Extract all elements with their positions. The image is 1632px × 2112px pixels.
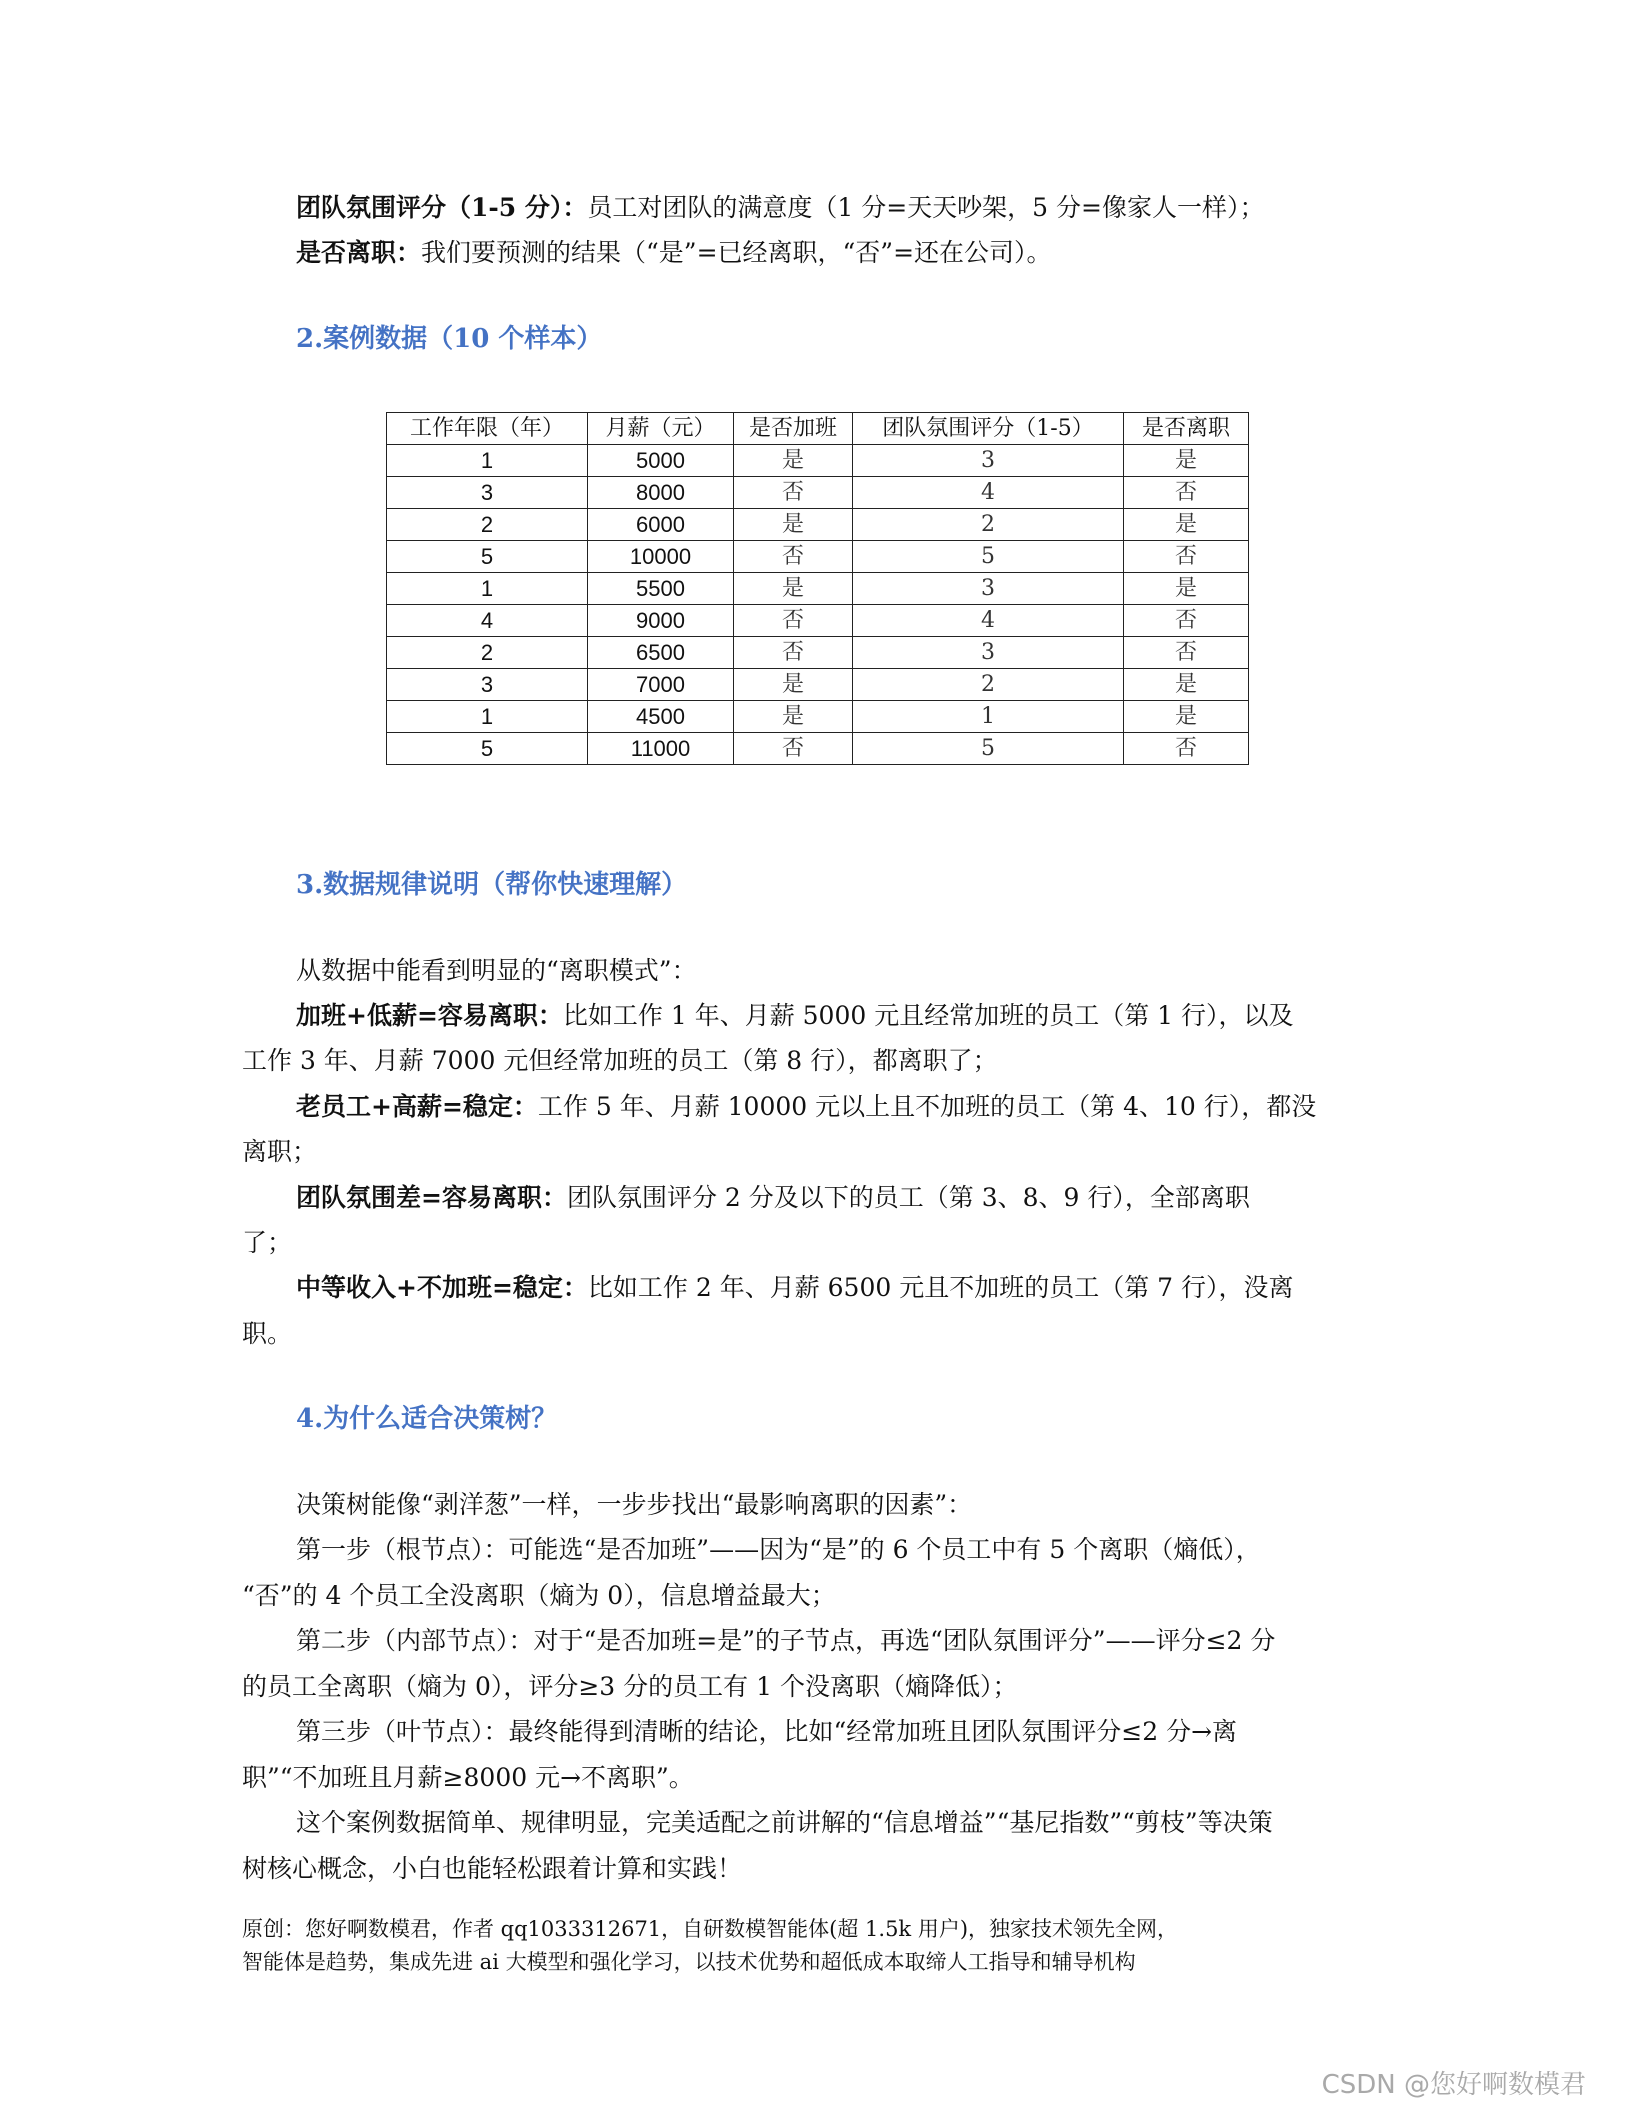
cell-years: 2	[387, 509, 588, 541]
table-header-row	[387, 413, 1249, 445]
cell-overtime: 否	[734, 605, 853, 637]
header-resigned: 是否离职	[1124, 413, 1249, 445]
section-4-line-7: 职”“不加班且月薪≥8000 元→不离职”。	[242, 1763, 694, 1792]
cell-salary: 4500	[588, 701, 734, 733]
cell-resigned: 是	[1124, 445, 1249, 477]
sample-data-table	[386, 412, 1249, 765]
table-row	[387, 509, 1249, 541]
cell-salary: 10000	[588, 541, 734, 573]
cell-overtime: 是	[734, 701, 853, 733]
section-4-line-2: 第一步（根节点）：可能选“是否加班”——因为“是”的 6 个员工中有 5 个离职（熵低），	[296, 1535, 1261, 1564]
csdn-watermark: CSDN @您好啊数模君	[1321, 2070, 1586, 2100]
footer-line-2: 智能体是趋势，集成先进 ai 大模型和强化学习，以技术优势和超低成本取缔人工指导和辅导机构	[242, 1950, 1136, 1974]
cell-resigned: 是	[1124, 669, 1249, 701]
section-4-heading: 4.为什么适合决策树？	[296, 1404, 558, 1434]
header-years: 工作年限（年）	[387, 413, 588, 445]
cell-salary: 5000	[588, 445, 734, 477]
cell-years: 3	[387, 669, 588, 701]
cell-overtime: 否	[734, 637, 853, 669]
cell-resigned: 否	[1124, 733, 1249, 765]
section-4-line-4: 第二步（内部节点）：对于“是否加班=是”的子节点，再选“团队氛围评分”——评分≤2 分	[296, 1626, 1276, 1655]
pattern-2-term: 老员工+高薪=稳定：	[296, 1092, 538, 1121]
cell-atmosphere: 1	[853, 701, 1124, 733]
cell-resigned: 否	[1124, 541, 1249, 573]
intro-term-resign: 是否离职：	[296, 238, 422, 267]
cell-salary: 5500	[588, 573, 734, 605]
cell-years: 5	[387, 541, 588, 573]
cell-atmosphere: 2	[853, 509, 1124, 541]
cell-overtime: 是	[734, 573, 853, 605]
cell-atmosphere: 4	[853, 605, 1124, 637]
cell-resigned: 否	[1124, 637, 1249, 669]
pattern-1-line	[296, 999, 1294, 1033]
pattern-4-text: 比如工作 2 年、月薪 6500 元且不加班的员工（第 7 行），没离	[587, 1273, 1294, 1302]
intro-term-atmosphere: 团队氛围评分（1-5 分）：	[296, 193, 588, 222]
section-2-heading: 2.案例数据（10 个样本）	[296, 324, 603, 354]
cell-salary: 6000	[588, 509, 734, 541]
table-row	[387, 573, 1249, 605]
table-row	[387, 637, 1249, 669]
cell-years: 4	[387, 605, 588, 637]
intro-line-2	[296, 236, 1052, 270]
table-row	[387, 701, 1249, 733]
cell-salary: 9000	[588, 605, 734, 637]
cell-resigned: 是	[1124, 573, 1249, 605]
section-4-line-9: 树核心概念，小白也能轻松跟着计算和实践！	[242, 1854, 743, 1883]
pattern-3-text: 团队氛围评分 2 分及以下的员工（第 3、8、9 行），全部离职	[566, 1183, 1250, 1212]
cell-years: 1	[387, 573, 588, 605]
section-4-line-6: 第三步（叶节点）：最终能得到清晰的结论，比如“经常加班且团队氛围评分≤2 分→离	[296, 1717, 1238, 1746]
cell-atmosphere: 2	[853, 669, 1124, 701]
cell-overtime: 否	[734, 733, 853, 765]
table-row	[387, 669, 1249, 701]
pattern-4-term: 中等收入+不加班=稳定：	[296, 1273, 588, 1302]
cell-atmosphere: 5	[853, 733, 1124, 765]
cell-overtime: 否	[734, 477, 853, 509]
cell-resigned: 是	[1124, 509, 1249, 541]
intro-desc-resign: 我们要预测的结果（“是”=已经离职，“否”=还在公司）。	[421, 238, 1052, 267]
pattern-4-line	[296, 1271, 1294, 1305]
table-row	[387, 733, 1249, 765]
table-row	[387, 477, 1249, 509]
pattern-3-cont: 了；	[242, 1228, 293, 1257]
table-row	[387, 605, 1249, 637]
cell-resigned: 否	[1124, 477, 1249, 509]
header-overtime: 是否加班	[734, 413, 853, 445]
cell-overtime: 是	[734, 445, 853, 477]
section-4-line-3: “否”的 4 个员工全没离职（熵为 0），信息增益最大；	[242, 1581, 836, 1610]
cell-overtime: 是	[734, 509, 853, 541]
header-salary: 月薪（元）	[588, 413, 734, 445]
cell-salary: 8000	[588, 477, 734, 509]
cell-atmosphere: 5	[853, 541, 1124, 573]
pattern-2-text: 工作 5 年、月薪 10000 元以上且不加班的员工（第 4、10 行），都没	[537, 1092, 1317, 1121]
pattern-2-line	[296, 1090, 1316, 1124]
section-4-line-8: 这个案例数据简单、规律明显，完美适配之前讲解的“信息增益”“基尼指数”“剪枝”等决策	[296, 1808, 1273, 1837]
section-4-line-1: 决策树能像“剥洋葱”一样，一步步找出“最影响离职的因素”：	[296, 1490, 973, 1519]
cell-years: 3	[387, 477, 588, 509]
cell-atmosphere: 3	[853, 445, 1124, 477]
cell-overtime: 否	[734, 541, 853, 573]
cell-salary: 7000	[588, 669, 734, 701]
pattern-1-term: 加班+低薪=容易离职：	[296, 1001, 563, 1030]
cell-resigned: 是	[1124, 701, 1249, 733]
section-3-intro: 从数据中能看到明显的“离职模式”：	[296, 956, 697, 985]
pattern-1-cont: 工作 3 年、月薪 7000 元但经常加班的员工（第 8 行），都离职了；	[242, 1046, 998, 1075]
section-4-line-5: 的员工全离职（熵为 0），评分≥3 分的员工有 1 个没离职（熵降低）；	[242, 1672, 1018, 1701]
table-row	[387, 445, 1249, 477]
cell-salary: 6500	[588, 637, 734, 669]
intro-desc-atmosphere: 员工对团队的满意度（1 分=天天吵架，5 分=像家人一样）；	[587, 193, 1265, 222]
cell-years: 1	[387, 445, 588, 477]
cell-resigned: 否	[1124, 605, 1249, 637]
cell-years: 1	[387, 701, 588, 733]
cell-salary: 11000	[588, 733, 734, 765]
pattern-2-cont: 离职；	[242, 1137, 318, 1166]
table-row	[387, 541, 1249, 573]
pattern-3-term: 团队氛围差=容易离职：	[296, 1183, 567, 1212]
cell-years: 5	[387, 733, 588, 765]
intro-line-1	[296, 191, 1264, 225]
pattern-3-line	[296, 1181, 1250, 1215]
pattern-1-text: 比如工作 1 年、月薪 5000 元且经常加班的员工（第 1 行），以及	[562, 1001, 1294, 1030]
cell-atmosphere: 4	[853, 477, 1124, 509]
pattern-4-cont: 职。	[242, 1319, 293, 1348]
header-atmosphere: 团队氛围评分（1-5）	[853, 413, 1124, 445]
cell-atmosphere: 3	[853, 637, 1124, 669]
cell-overtime: 是	[734, 669, 853, 701]
section-3-heading: 3.数据规律说明（帮你快速理解）	[296, 870, 688, 900]
cell-years: 2	[387, 637, 588, 669]
footer-line-1: 原创：您好啊数模君，作者 qq1033312671，自研数模智能体(超 1.5k 用户)，独家技术领先全网，	[242, 1917, 1179, 1941]
cell-atmosphere: 3	[853, 573, 1124, 605]
